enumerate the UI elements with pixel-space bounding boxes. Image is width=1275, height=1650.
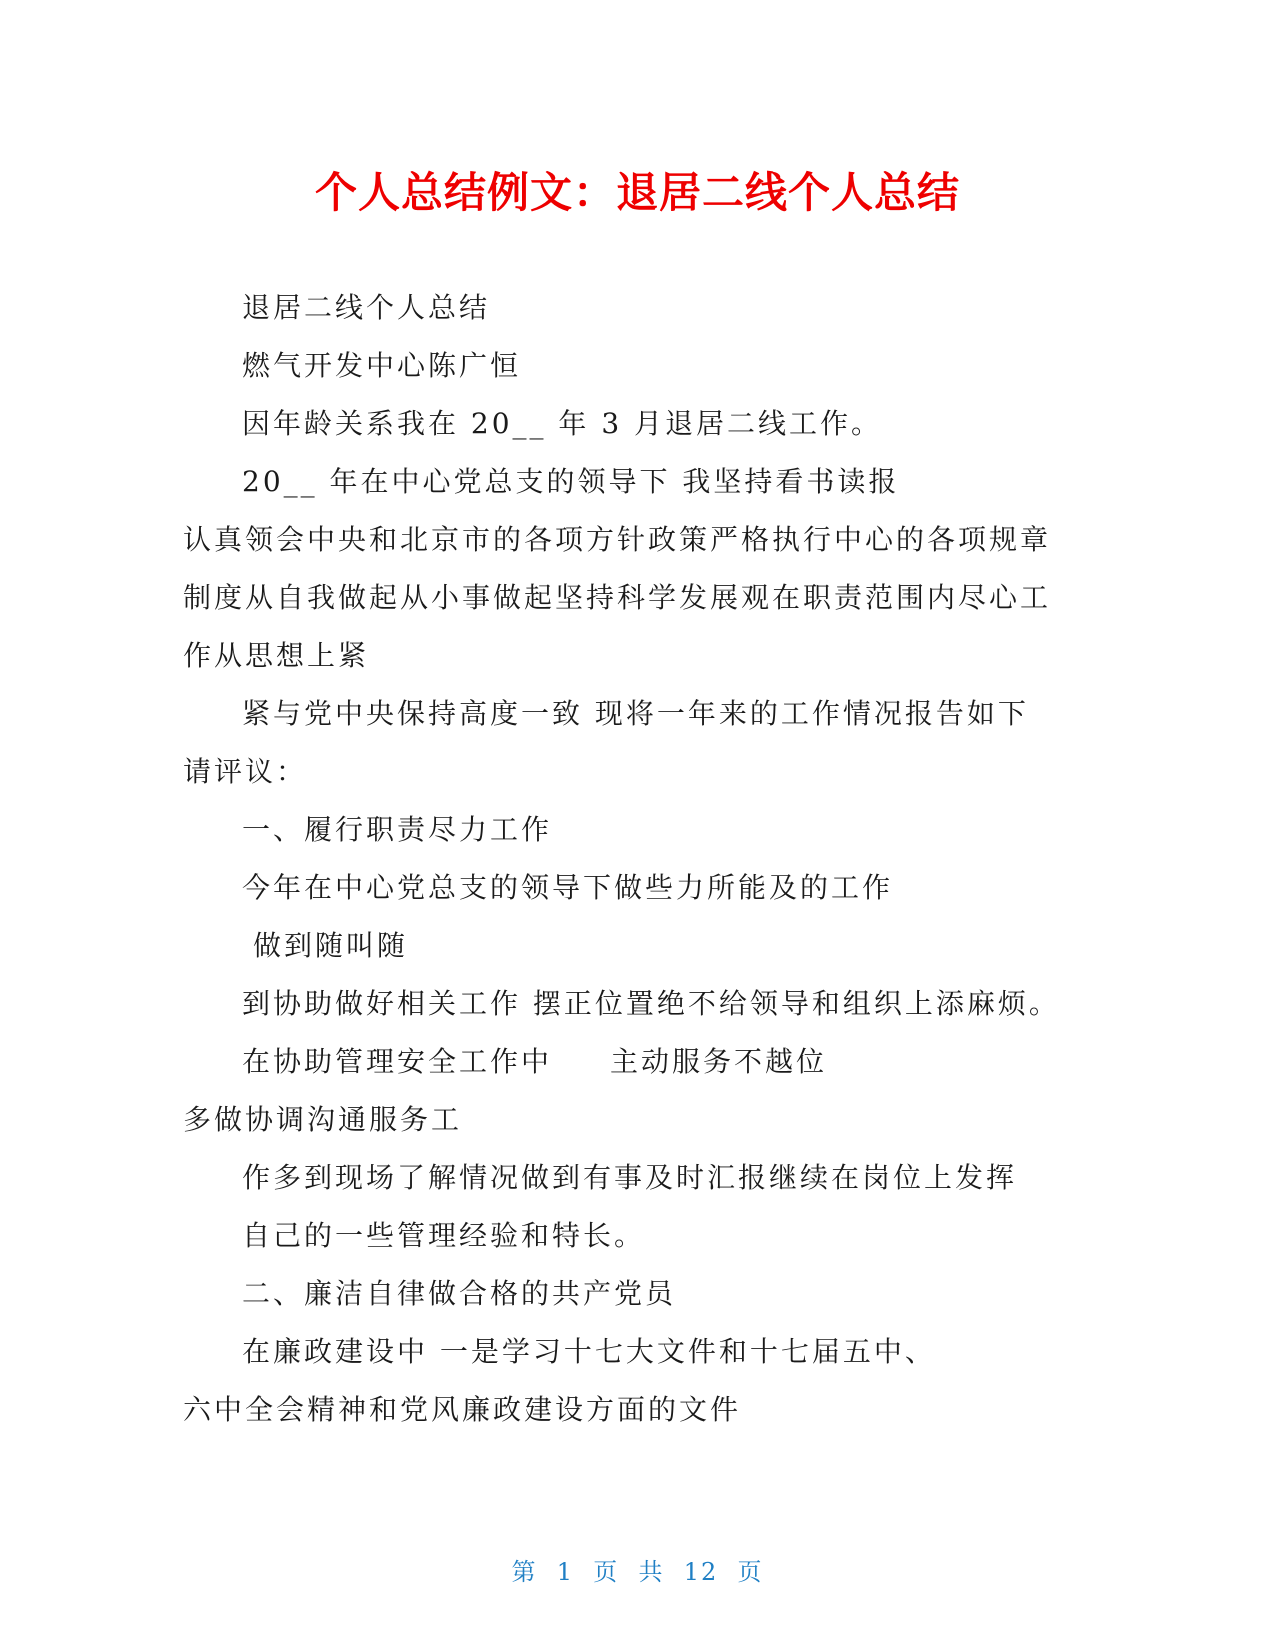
text-line: 制度从自我做起从小事做起坚持科学发展观在职责范围内尽心工: [183, 581, 1052, 614]
text-line: 因年龄关系我在 20__ 年 3 月退居二线工作。: [242, 407, 883, 440]
text-line: 主动服务不越位: [610, 1045, 828, 1078]
text-line: 退居二线个人总结: [242, 291, 491, 324]
text-line: 燃气开发中心陈广恒: [242, 349, 522, 382]
text-line: 请评议：: [183, 755, 308, 788]
text-line: 今年在中心党总支的领导下做些力所能及的工作: [242, 871, 894, 904]
text-line: 到协助做好相关工作 摆正位置绝不给领导和组织上添麻烦。: [242, 987, 1060, 1020]
text-line: 一、履行职责尽力工作: [242, 813, 553, 846]
document-title: 个人总结例文：退居二线个人总结: [314, 168, 960, 217]
text-line: 自己的一些管理经验和特长。: [242, 1219, 646, 1252]
text-line: 做到随叫随: [253, 929, 409, 962]
text-line: 认真领会中央和北京市的各项方针政策严格执行中心的各项规章: [183, 523, 1052, 556]
text-line: 在廉政建设中 一是学习十七大文件和十七届五中、: [242, 1335, 936, 1368]
text-line: 多做协调沟通服务工: [183, 1103, 463, 1136]
text-line: 六中全会精神和党风廉政建设方面的文件: [183, 1393, 742, 1426]
page-footer: 第 1 页 共 12 页: [511, 1558, 764, 1586]
text-line: 作多到现场了解情况做到有事及时汇报继续在岗位上发挥: [242, 1161, 1018, 1194]
text-line: 在协助管理安全工作中: [242, 1045, 553, 1078]
text-line: 20__ 年在中心党总支的领导下 我坚持看书读报: [242, 465, 900, 498]
text-line: 紧与党中央保持高度一致 现将一年来的工作情况报告如下: [242, 697, 1029, 730]
text-line: 作从思想上紧: [183, 639, 370, 672]
text-line: 二、廉洁自律做合格的共产党员: [242, 1277, 677, 1310]
